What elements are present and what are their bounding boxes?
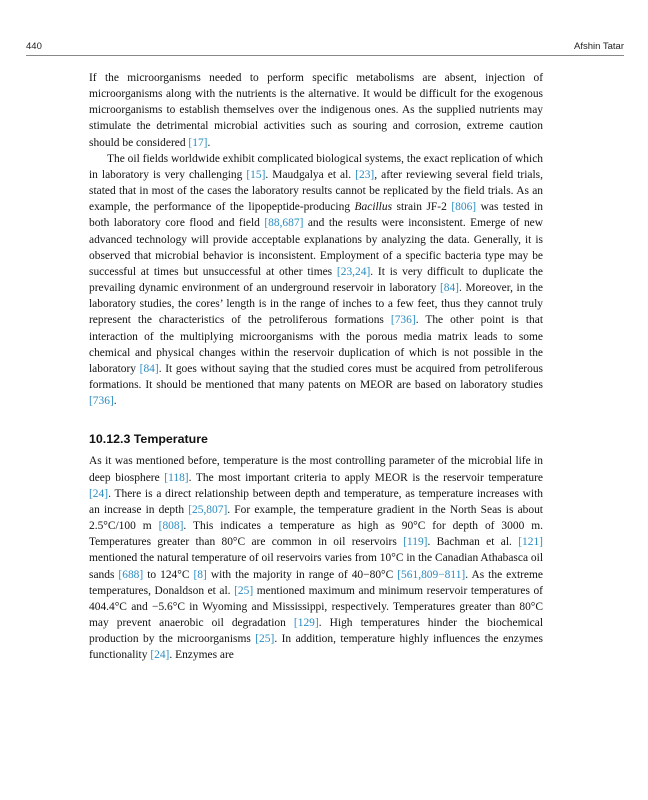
text-run: . Moreover, in the laboratory studies, the cores’ length is in the range of inches to a few feet, thus they cannot truly represent the characteristics of the petroliferous formations — [89, 282, 543, 327]
citation-link[interactable]: [806] — [451, 201, 477, 214]
text-run: As it was mentioned before, temperature is the most controlling parameter of the microbial life in deep biosphere — [89, 455, 543, 484]
text-run: . Bachman et al. — [427, 536, 519, 549]
citation-link[interactable]: [88,687] — [264, 217, 304, 230]
section-heading: 10.12.3 Temperature — [89, 432, 208, 447]
citation-link[interactable]: [119] — [403, 536, 428, 549]
text-run: was tested in both laboratory core flood and field — [89, 201, 543, 230]
citation-link[interactable]: [129] — [293, 617, 319, 629]
citation-link[interactable]: [15] — [246, 168, 266, 181]
text-run: . There is a direct relationship between depth and temperature, as temperature increases with an increase in depth — [89, 487, 543, 516]
citation-link[interactable]: [84] — [439, 282, 459, 295]
paragraph-3 — [89, 453, 543, 663]
text-run: . The most important criteria to apply MEOR is the reservoir temperature — [188, 471, 543, 484]
text-run: . Enzymes are — [169, 649, 234, 662]
text-run: . — [113, 395, 117, 408]
text-run: . As the extreme temperatures, Donaldson et al. — [89, 568, 543, 597]
text-run: . Maudgalya et al. — [265, 168, 356, 181]
citation-link[interactable]: [25] — [234, 584, 254, 597]
citation-link[interactable]: [23,24] — [336, 265, 371, 278]
text-run: . It is very difficult to duplicate the prevailing dynamic environment of an underground reservoir in laboratory — [89, 265, 543, 295]
citation-link[interactable]: [25,807] — [188, 503, 228, 516]
italic-term: Bacillus — [354, 201, 393, 214]
citation-link[interactable]: [808] — [158, 520, 184, 533]
text-run: The oil fields worldwide exhibit complicated biological systems, the exact replication of which in laboratory is very challenging — [89, 152, 543, 181]
text-run: . This indicates a temperature as high as 90°C for depth of 3000 m. Temperatures greater than 80°C are common in oil reservoirs — [89, 520, 544, 549]
citation-link[interactable]: [736] — [89, 395, 114, 408]
citation-link[interactable]: [17] — [188, 136, 208, 149]
text-run: . High temperatures hinder the biochemical production by the microorganisms — [89, 617, 543, 646]
text-run: If the microorganisms needed to perform specific metabolisms are absent, injection of microorganisms along with the nutrients is the alternative. It would be difficult for the exogenous microorganisms to establish themselves over the indigenous ones. As the supplied nutrients may stimulate the detrimental microbial activities such as souring and corrosion, extreme caution should be considered — [89, 72, 543, 149]
citation-link[interactable]: [24] — [150, 649, 170, 662]
text-run: . — [207, 136, 211, 149]
header-rule — [26, 55, 624, 56]
citation-link[interactable]: [121] — [518, 536, 543, 549]
citation-link[interactable]: [23] — [355, 168, 375, 181]
text-run: , after reviewing several field trials, stated that in most of the cases the laboratory results cannot be replicated by the field trials. As an example, the performance of the lipopeptide-producing — [89, 168, 543, 214]
citation-link[interactable]: [24] — [89, 487, 109, 500]
citation-link[interactable]: [25] — [255, 633, 275, 646]
citation-link[interactable]: [688] — [118, 568, 144, 581]
paragraph-2 — [89, 151, 543, 410]
citation-link[interactable]: [118] — [164, 471, 189, 484]
text-run: mentioned maximum and minimum reservoir temperatures of 404.4°C and −5.6°C in Wyoming and Mississippi, respectively. Temperatures greater than 80°C may prevent anaerobic oil degradation — [89, 584, 543, 629]
citation-link[interactable]: [84] — [139, 362, 159, 375]
text-run: strain JF-2 — [392, 201, 452, 214]
running-head-author: Afshin Tatar — [574, 41, 624, 52]
text-run: . The other point is that interaction of the multiplying microorganisms with the porous media matrix leads to some chemical and physical changes within the reservoir duplication of which is not possible in the laboratory — [89, 314, 543, 375]
text-run: mentioned the natural temperature of oil reservoirs varies from 10°C in the Canadian Athabasca oil sands — [89, 552, 543, 581]
paragraph-1 — [89, 70, 543, 151]
text-run: . In addition, temperature highly influences the enzymes functionality — [89, 633, 543, 662]
body-text — [89, 70, 543, 663]
text-run: to 124°C — [143, 568, 194, 581]
text-run: . For example, the temperature gradient in the North Seas is about 2.5°C/100 m — [89, 503, 543, 533]
citation-link[interactable]: [736] — [390, 314, 416, 327]
citation-link[interactable]: [8] — [193, 568, 207, 581]
citation-link[interactable]: [561,809−811] — [397, 568, 466, 581]
text-run: with the majority in range of 40−80°C — [206, 568, 398, 581]
text-run: and the results were inconsistent. Emerge of new advanced technology will provide acceptable explanations by analyzing the data. Generally, it is observed that microbial behavior is inconsistent. Employment of a specific bacteria type may be successful at times but unsuccessful at other times — [89, 217, 543, 278]
text-run: . It goes without saying that the studied cores must be acquired from petroliferous formations. It should be mentioned that many patents on MEOR are based on laboratory studies — [89, 362, 543, 391]
page-number: 440 — [26, 41, 42, 52]
